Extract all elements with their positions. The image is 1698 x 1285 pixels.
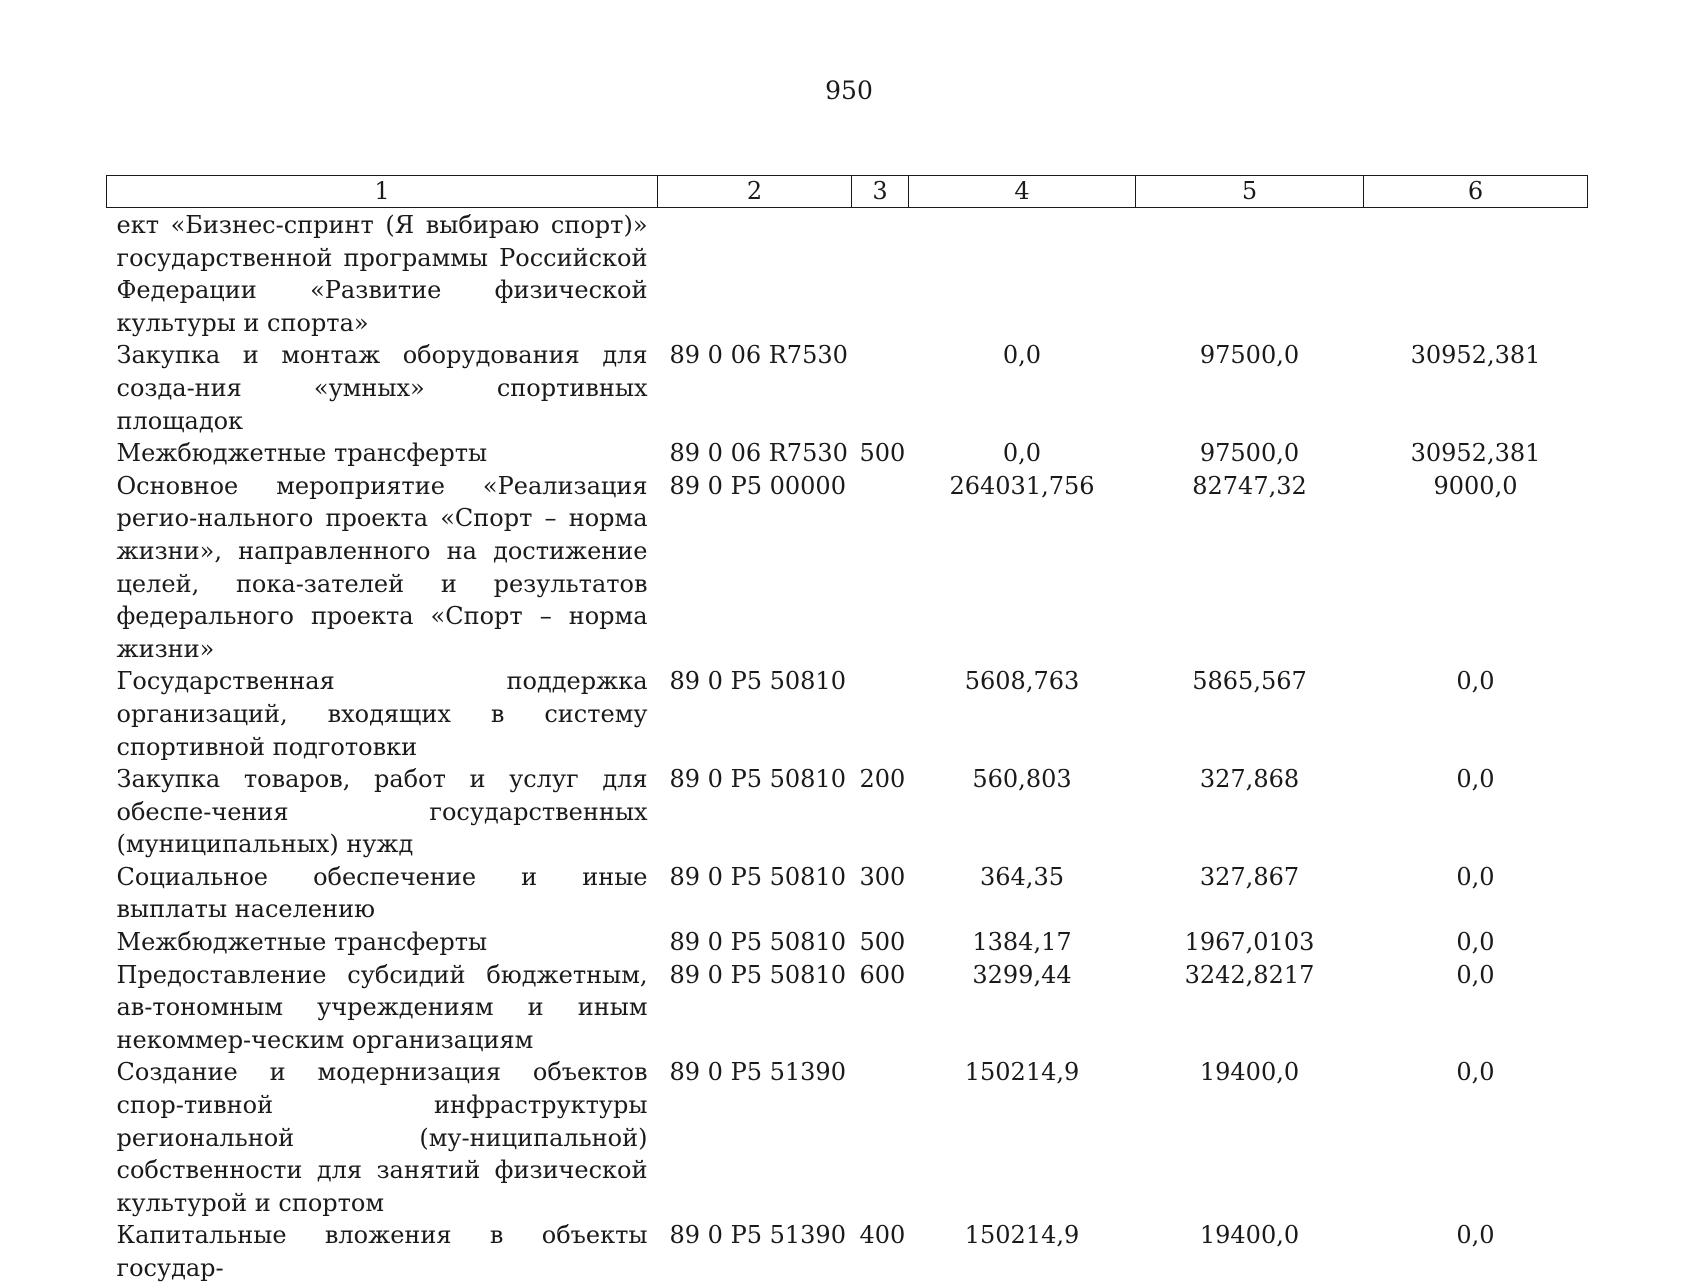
table-body bbox=[107, 208, 1588, 1285]
row-value-col6 bbox=[1364, 208, 1588, 340]
row-code: 89 0 P5 50810 bbox=[669, 667, 846, 696]
row-value-col5: 97500,0 bbox=[1199, 439, 1300, 468]
row-value-col5: 1967,0103 bbox=[1184, 928, 1315, 957]
row-name: Межбюджетные трансферты bbox=[116, 439, 488, 468]
row-expense-type bbox=[852, 470, 909, 666]
row-name: Закупка и монтаж оборудования для созда-ния «умных» спортивных площадок bbox=[116, 341, 648, 435]
row-value-col4: 0,0 bbox=[1002, 439, 1042, 468]
row-value-col6: 0,0 bbox=[1456, 1221, 1495, 1250]
row-value-col5 bbox=[1136, 208, 1364, 340]
header-col-1: 1 bbox=[107, 176, 658, 208]
row-code: 89 0 06 R7530 bbox=[669, 439, 848, 468]
table-row bbox=[107, 1056, 1588, 1219]
row-name: Создание и модернизация объектов спор-тивной инфраструктуры региональной (му-ниципальной) собственности для занятий физической культурой и спортом bbox=[116, 1058, 648, 1217]
row-code: 89 0 P5 51390 bbox=[669, 1221, 846, 1250]
row-value-col5: 19400,0 bbox=[1199, 1221, 1300, 1250]
row-value-col5: 97500,0 bbox=[1199, 341, 1300, 370]
header-col-6: 6 bbox=[1364, 176, 1588, 208]
row-code: 89 0 06 R7530 bbox=[669, 341, 848, 370]
row-expense-type: 500 bbox=[859, 928, 906, 957]
row-expense-type bbox=[852, 1056, 909, 1219]
header-col-2: 2 bbox=[658, 176, 852, 208]
row-expense-type: 300 bbox=[859, 862, 906, 891]
row-value-col5: 5865,567 bbox=[1192, 667, 1307, 696]
row-value-col6: 9000,0 bbox=[1433, 471, 1518, 500]
row-value-col6: 0,0 bbox=[1456, 960, 1495, 989]
header-col-5: 5 bbox=[1136, 176, 1364, 208]
row-value-col6: 0,0 bbox=[1456, 1058, 1495, 1087]
table-row bbox=[107, 339, 1588, 437]
table-row bbox=[107, 665, 1588, 763]
row-value-col4: 1384,17 bbox=[972, 928, 1072, 957]
table-row bbox=[107, 959, 1588, 1057]
header-col-4: 4 bbox=[909, 176, 1136, 208]
row-value-col5: 82747,32 bbox=[1192, 471, 1307, 500]
row-expense-type bbox=[852, 208, 909, 340]
row-name: Закупка товаров, работ и услуг для обеспе-чения государственных (муниципальных) нужд bbox=[116, 765, 648, 859]
header-row bbox=[107, 176, 1588, 208]
table-row bbox=[107, 208, 1588, 340]
table-row bbox=[107, 437, 1588, 470]
row-value-col5: 327,867 bbox=[1199, 862, 1300, 891]
header-col-3: 3 bbox=[852, 176, 909, 208]
table-row bbox=[107, 861, 1588, 926]
row-name: Социальное обеспечение и иные выплаты населению bbox=[116, 862, 648, 924]
table-row bbox=[107, 926, 1588, 959]
row-expense-type bbox=[852, 339, 909, 437]
row-value-col6: 0,0 bbox=[1456, 667, 1495, 696]
row-expense-type: 200 bbox=[859, 765, 906, 794]
row-value-col4 bbox=[909, 208, 1136, 340]
row-code: 89 0 P5 00000 bbox=[669, 471, 846, 500]
row-value-col4: 3299,44 bbox=[972, 960, 1072, 989]
table-row bbox=[107, 1219, 1588, 1284]
row-value-col4: 264031,756 bbox=[949, 471, 1095, 500]
row-name: Предоставление субсидий бюджетным, ав-тономным учреждениям и иным некоммер-ческим организациям bbox=[116, 960, 648, 1054]
row-name: Межбюджетные трансферты bbox=[116, 928, 488, 957]
row-name: ект «Бизнес-спринт (Я выбираю спорт)» государственной программы Российской Федерации «Развитие физической культуры и спорта» bbox=[116, 211, 648, 337]
row-name: Капитальные вложения в объекты государ- bbox=[116, 1221, 648, 1282]
row-value-col4: 364,35 bbox=[980, 862, 1064, 891]
row-expense-type bbox=[852, 665, 909, 763]
budget-table bbox=[106, 175, 1588, 1285]
row-value-col6: 0,0 bbox=[1456, 765, 1495, 794]
row-code: 89 0 P5 50810 bbox=[669, 960, 846, 989]
table-row bbox=[107, 470, 1588, 666]
row-value-col5: 3242,8217 bbox=[1184, 960, 1315, 989]
row-value-col4: 560,803 bbox=[972, 765, 1072, 794]
row-value-col6: 30952,381 bbox=[1410, 439, 1541, 468]
row-expense-type: 500 bbox=[859, 439, 906, 468]
row-value-col5: 19400,0 bbox=[1199, 1058, 1300, 1087]
row-value-col5: 327,868 bbox=[1199, 765, 1300, 794]
row-code: 89 0 P5 51390 bbox=[669, 1058, 846, 1087]
row-code: 89 0 P5 50810 bbox=[669, 765, 846, 794]
row-code bbox=[658, 208, 852, 340]
table-row bbox=[107, 763, 1588, 861]
row-value-col6: 0,0 bbox=[1456, 928, 1495, 957]
row-value-col4: 150214,9 bbox=[964, 1221, 1080, 1250]
row-value-col4: 0,0 bbox=[1002, 341, 1042, 370]
page-number: 950 bbox=[825, 76, 873, 105]
row-expense-type: 600 bbox=[859, 960, 906, 989]
row-code: 89 0 P5 50810 bbox=[669, 862, 846, 891]
row-value-col6: 30952,381 bbox=[1410, 341, 1541, 370]
row-value-col4: 5608,763 bbox=[964, 667, 1080, 696]
row-code: 89 0 P5 50810 bbox=[669, 928, 846, 957]
row-name: Основное мероприятие «Реализация регио-нального проекта «Спорт – норма жизни», направленного на достижение целей, пока-зателей и результатов федерального проекта «Спорт – норма жизни» bbox=[116, 471, 648, 663]
row-value-col4: 150214,9 bbox=[964, 1058, 1080, 1087]
table-header bbox=[107, 176, 1588, 208]
row-expense-type: 400 bbox=[859, 1221, 906, 1250]
row-value-col6: 0,0 bbox=[1456, 862, 1495, 891]
row-name: Государственная поддержка организаций, входящих в систему спортивной подготовки bbox=[116, 667, 648, 761]
